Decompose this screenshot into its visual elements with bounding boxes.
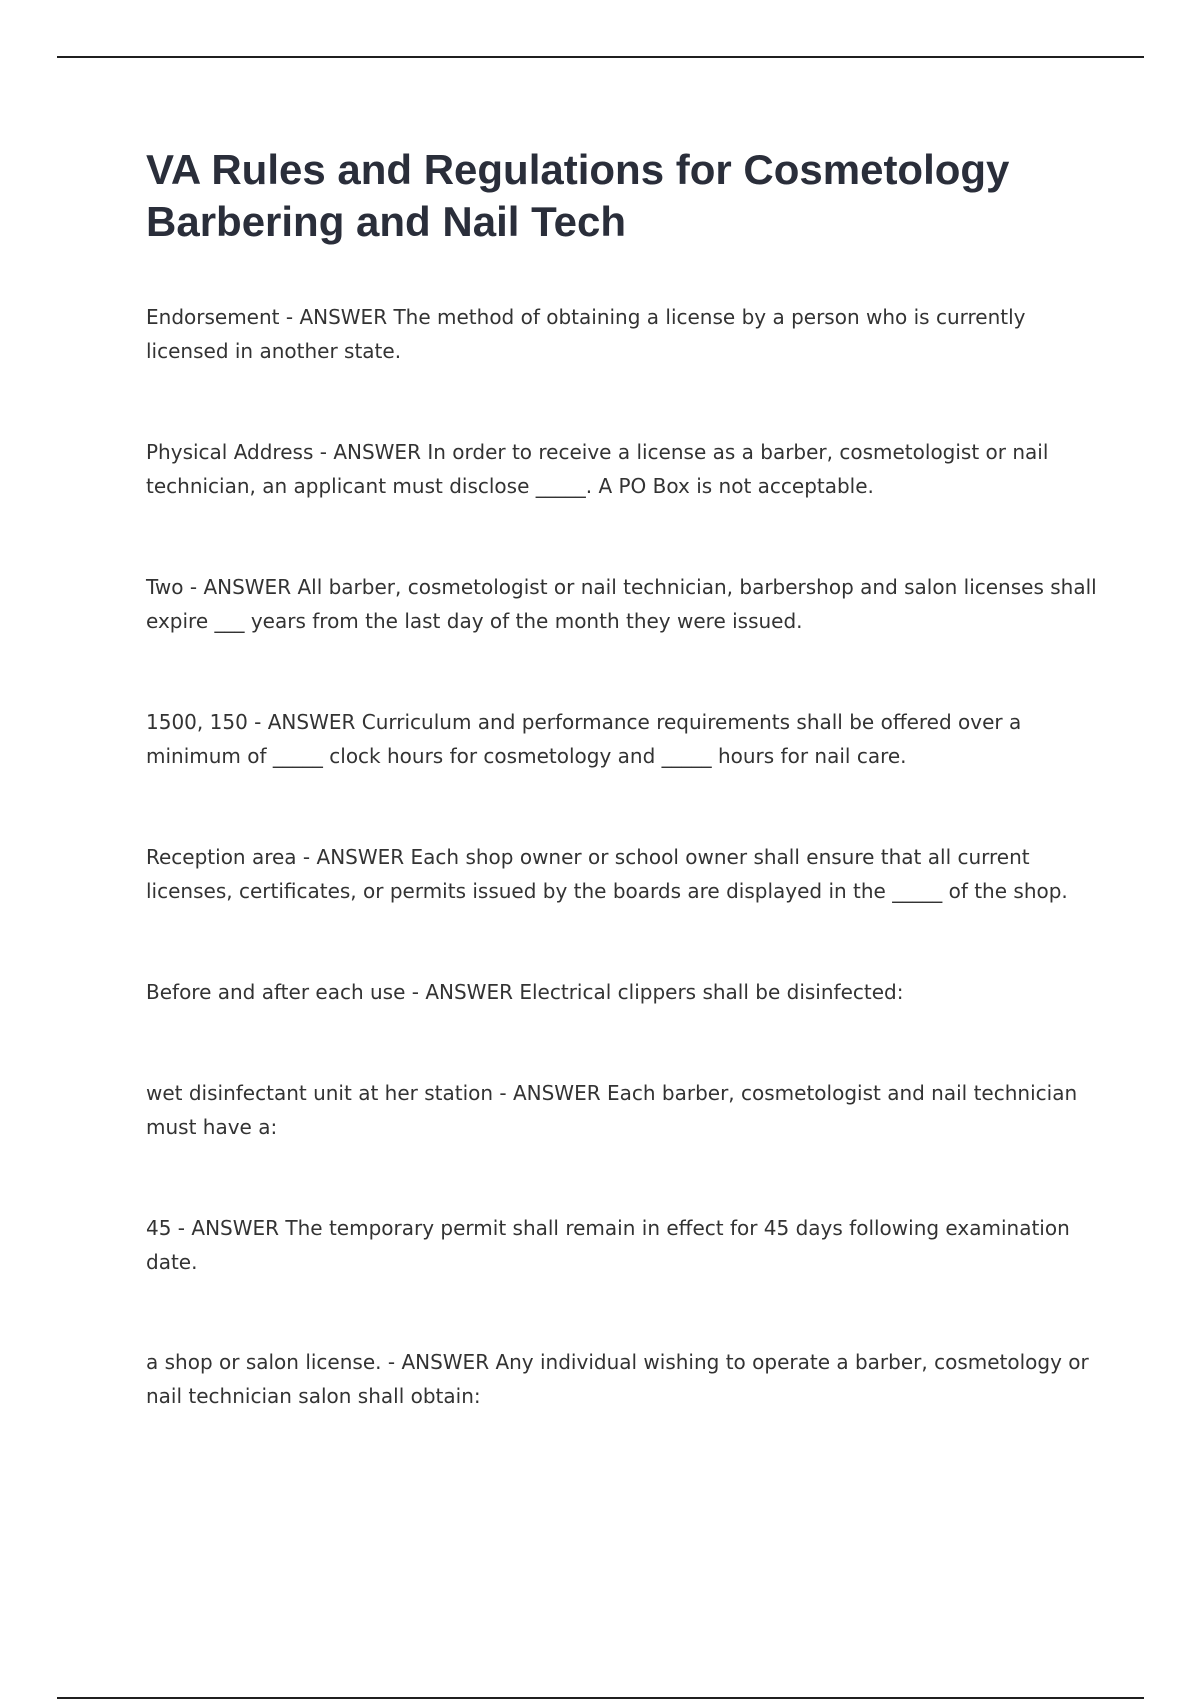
qa-term: 45 (146, 1216, 172, 1240)
answer-label: ANSWER (401, 1350, 490, 1374)
qa-definition: Electrical clippers shall be disinfected: (519, 980, 904, 1004)
qa-item (146, 1345, 1106, 1413)
qa-term: Physical Address (146, 440, 314, 464)
qa-definition: Each barber, cosmetologist and nail technician must have a: (146, 1081, 1084, 1139)
answer-label: ANSWER (316, 845, 405, 869)
qa-separator: - (381, 1350, 402, 1374)
qa-separator: - (493, 1081, 513, 1105)
qa-item (146, 975, 1106, 1009)
qa-term: Endorsement (146, 305, 280, 329)
qa-separator: - (296, 845, 317, 869)
qa-definition: The method of obtaining a license by a person who is currently licensed in another state. (146, 305, 1032, 363)
qa-definition: The temporary permit shall remain in effect for 45 days following examination date. (146, 1216, 1077, 1274)
qa-item (146, 1211, 1106, 1279)
qa-separator: - (247, 710, 268, 734)
qa-item (146, 435, 1106, 503)
qa-definition: In order to receive a license as a barber, cosmetologist or nail technician, an applicant must disclose _____. A PO Box is not acceptable. (146, 440, 1055, 498)
answer-label: ANSWER (512, 1081, 601, 1105)
qa-term: Reception area (146, 845, 297, 869)
answer-label: ANSWER (203, 575, 292, 599)
qa-item (146, 300, 1106, 368)
qa-item (146, 840, 1106, 908)
answer-label: ANSWER (333, 440, 421, 464)
answer-label: ANSWER (267, 710, 356, 734)
qa-item (146, 1076, 1106, 1144)
qa-item (146, 570, 1106, 638)
qa-separator: - (171, 1216, 192, 1240)
qa-definition: All barber, cosmetologist or nail technician, barbershop and salon licenses shall expire ___ years from the last day of the month they were issued. (146, 575, 1104, 633)
answer-label: ANSWER (299, 305, 388, 329)
qa-term: wet disinfectant unit at her station (146, 1081, 494, 1105)
qa-separator: - (279, 305, 300, 329)
qa-separator: - (313, 440, 334, 464)
top-rule (57, 56, 1144, 58)
page-title: VA Rules and Regulations for Cosmetology Barbering and Nail Tech (146, 146, 1010, 245)
qa-definition: Each shop owner or school owner shall ensure that all current licenses, certificates, or permits issued by the boards are displayed in the _____ of the shop. (146, 845, 1068, 903)
qa-separator: - (183, 575, 204, 599)
qa-term: a shop or salon license. (146, 1350, 382, 1374)
qa-separator: - (405, 980, 426, 1004)
answer-label: ANSWER (425, 980, 513, 1004)
qa-term: Before and after each use (146, 980, 406, 1004)
answer-label: ANSWER (191, 1216, 280, 1240)
qa-term: Two (146, 575, 184, 599)
qa-definition: Curriculum and performance requirements shall be offered over a minimum of _____ clock hours for cosmetology and _____ hours for nail care. (146, 710, 1028, 768)
qa-term: 1500, 150 (146, 710, 248, 734)
qa-definition: Any individual wishing to operate a barber, cosmetology or nail technician salon shall obtain: (146, 1350, 1096, 1408)
bottom-rule (57, 1697, 1144, 1699)
qa-item (146, 705, 1106, 773)
